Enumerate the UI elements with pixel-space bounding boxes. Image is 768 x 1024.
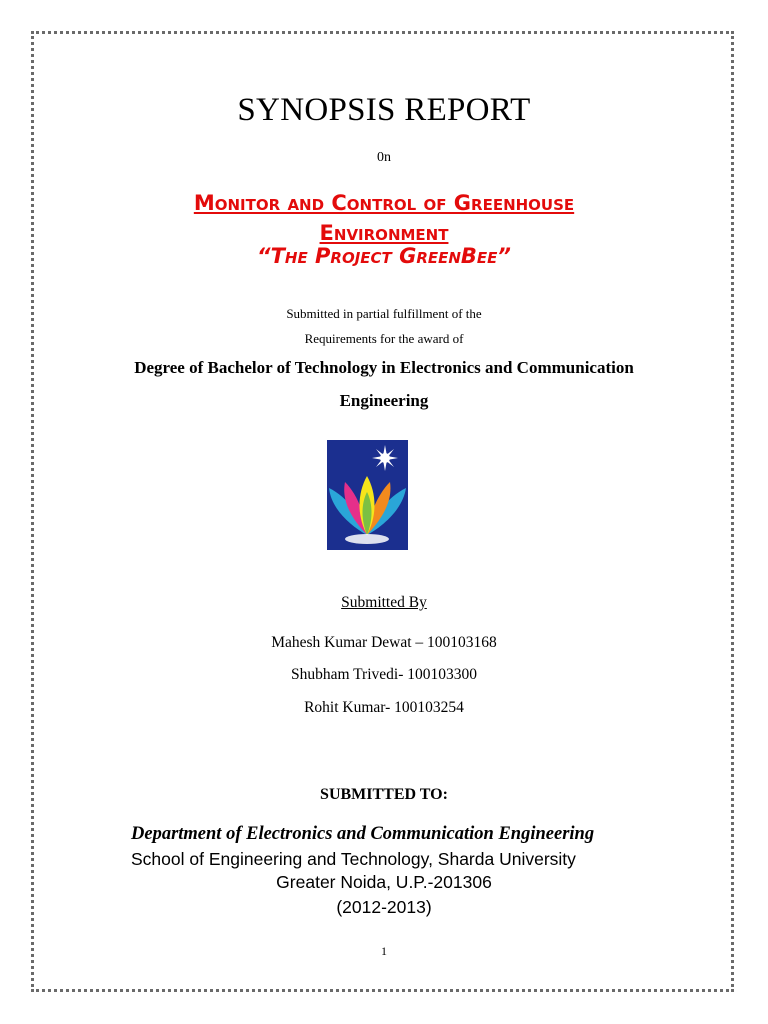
team-member: Mahesh Kumar Dewat – 100103168	[271, 634, 497, 651]
academic-years: (2012-2013)	[336, 897, 432, 917]
on-label: 0n	[377, 150, 391, 165]
department-name: Department of Electronics and Communication Engineering	[131, 824, 595, 844]
project-title-line-1: Monitor and Control of Greenhouse	[193, 191, 575, 215]
submission-line-1: Submitted in partial fulfillment of the	[286, 306, 482, 321]
page-number: 1	[381, 944, 387, 958]
school-name: School of Engineering and Technology, Sharda University	[131, 849, 576, 869]
submitted-to-heading: SUBMITTED TO:	[320, 786, 448, 803]
degree-line-2: Engineering	[339, 391, 429, 410]
team-member: Rohit Kumar- 100103254	[304, 699, 464, 716]
submitted-by-heading: Submitted By	[341, 594, 427, 611]
submission-line-2: Requirements for the award of	[304, 331, 464, 346]
university-lotus-logo-icon	[327, 440, 408, 550]
team-member: Shubham Trivedi- 100103300	[290, 666, 477, 683]
degree-line-1: Degree of Bachelor of Technology in Electronics and Communication	[134, 358, 634, 377]
report-title: SYNOPSIS REPORT	[237, 92, 531, 128]
city-address: Greater Noida, U.P.-201306	[276, 872, 492, 892]
project-subtitle: “The Project GreenBee”	[257, 244, 511, 268]
project-title-line-2: Environment	[319, 221, 449, 245]
